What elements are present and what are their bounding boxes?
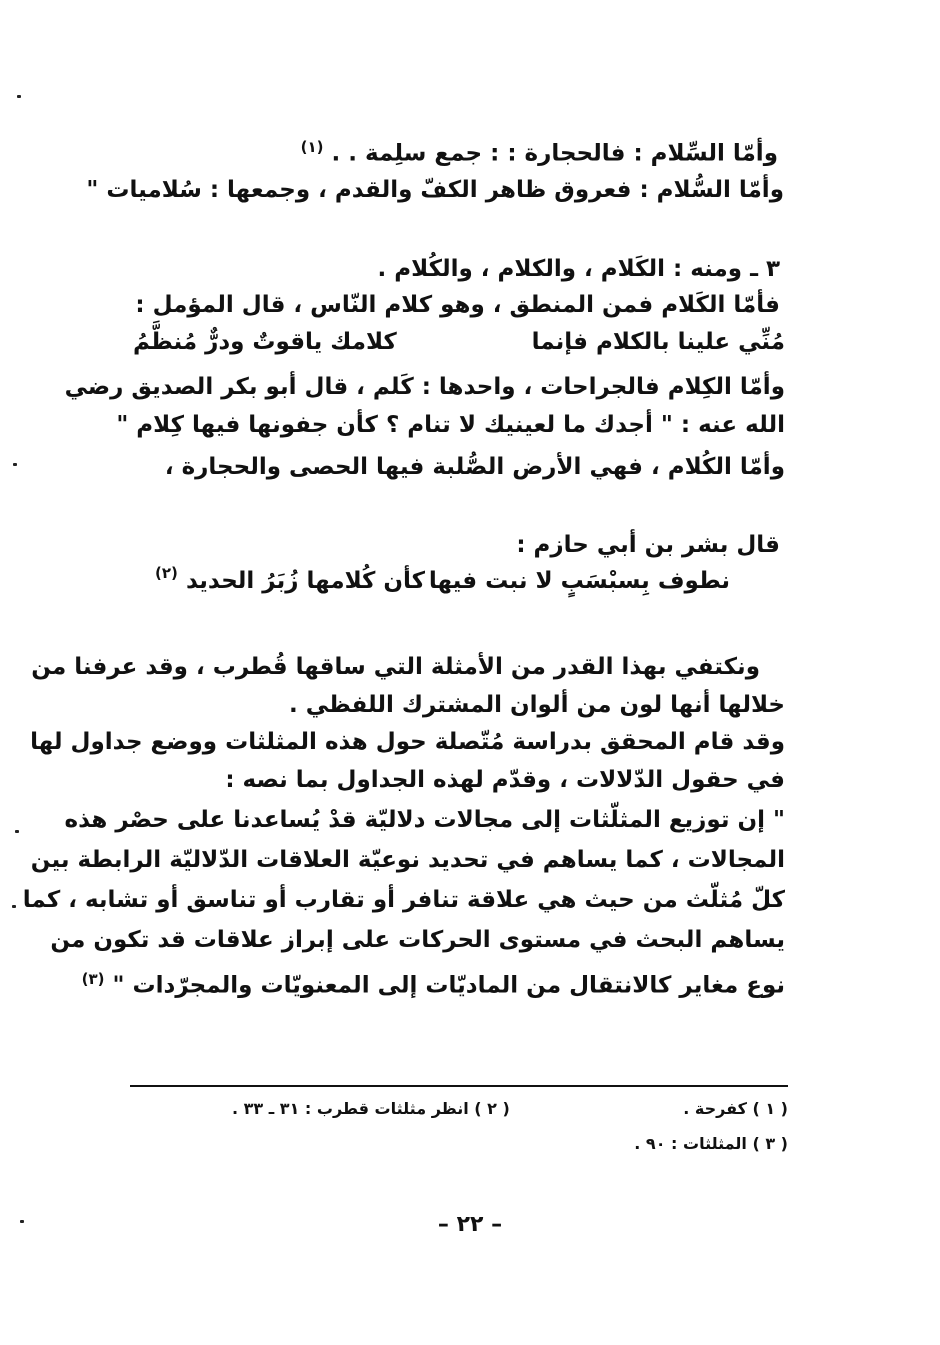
text-line: وقد قام المحقق بدراسة مُتّصلة حول هذه المثلثات ووضع جداول لها (30, 729, 785, 755)
quote-line: المجالات ، كما يساهم في تحديد نوعيّة العلاقات الدّلاليّة الرابطة بين (30, 847, 785, 873)
page-number: – ٢٢ – (437, 1212, 503, 1237)
verse-hemistich-1: نطوف بِسبْسَبٍ لا نبت فيها (428, 568, 730, 594)
footnote-3: ( ٣ ) المثلثات : ٩٠ . (634, 1134, 788, 1153)
verse-hemistich-1: مُنِّي علينا بالكلام فإنما (531, 329, 785, 355)
text-line: ونكتفي بهذا القدر من الأمثلة التي ساقها قُطرب ، وقد عرفنا من (31, 654, 760, 680)
quote-line: كلّ مُثلّث من حيث هي علاقة تنافر أو تقارب أو تناسق أو تشابه ، كما (22, 887, 785, 913)
margin-speck (15, 830, 19, 833)
margin-speck (13, 463, 17, 466)
text-line: خلالها أنها لون من ألوان المشترك اللفظي . (289, 692, 785, 718)
footnote-1: ( ١ ) كفرحة . (683, 1099, 788, 1118)
text-line: وأمّا الكُلام ، فهي الأرض الصُّلبة فيها الحصى والحجارة ، (164, 454, 785, 480)
line-text: وأمّا السِّلام : فالحجارة : : جمع سلِمة . . (331, 140, 778, 167)
footnote-marker: (٢) (155, 564, 178, 582)
line-text: نوع مغاير كالانتقال من الماديّات إلى المعنويّات والمجرّدات " (112, 972, 785, 999)
section-heading: ٣ ـ ومنه : الكَلام ، والكلام ، والكُلام . (377, 256, 780, 282)
footnote-2: ( ٢ ) انظر مثلثات قطرب : ٣١ ـ ٣٣ . (232, 1099, 510, 1118)
text-line (130, 130, 778, 171)
margin-speck (12, 905, 16, 908)
verse-hemistich-2: كلامك ياقوتٌ ودرٌّ مُنظَّمُ (133, 329, 397, 355)
footnote-marker: (٣) (81, 970, 105, 988)
text-line: قال بشر بن أبي حازم : (516, 532, 780, 558)
text-line: وأمّا الكِلام فالجراحات ، واحدها : كَلم ، قال أبو بكر الصديق رضي (64, 374, 785, 400)
quote-line (81, 962, 785, 1003)
margin-speck (17, 95, 21, 98)
footnote-separator (130, 1085, 788, 1087)
quote-line: " إن توزيع المثلّثات إلى مجالات دلاليّة قدْ يُساعدنا على حصْر هذه (64, 807, 785, 833)
text-line: في حقول الدّلالات ، وقدّم لهذه الجداول بما نصه : (225, 767, 785, 793)
quote-line: يساهم البحث في مستوى الحركات على إبراز علاقات قد تكون من (50, 927, 785, 953)
text-line: وأمّا السُّلام : فعروق ظاهر الكفّ والقدم ، وجمعها : سُلاميات " (86, 177, 784, 203)
margin-speck (20, 1220, 24, 1223)
verse-hemistich-2: كأن كُلامها زُبَرُ الحديد (186, 568, 426, 594)
text-line: الله عنه : " أجدك ما لعينيك لا تنام ؟ كأن جفونها فيها كِلام " (116, 412, 785, 438)
text-line: فأمّا الكَلام فمن المنطق ، وهو كلام النّاس ، قال المؤمل : (135, 292, 780, 318)
footnote-marker: (١) (300, 138, 324, 156)
